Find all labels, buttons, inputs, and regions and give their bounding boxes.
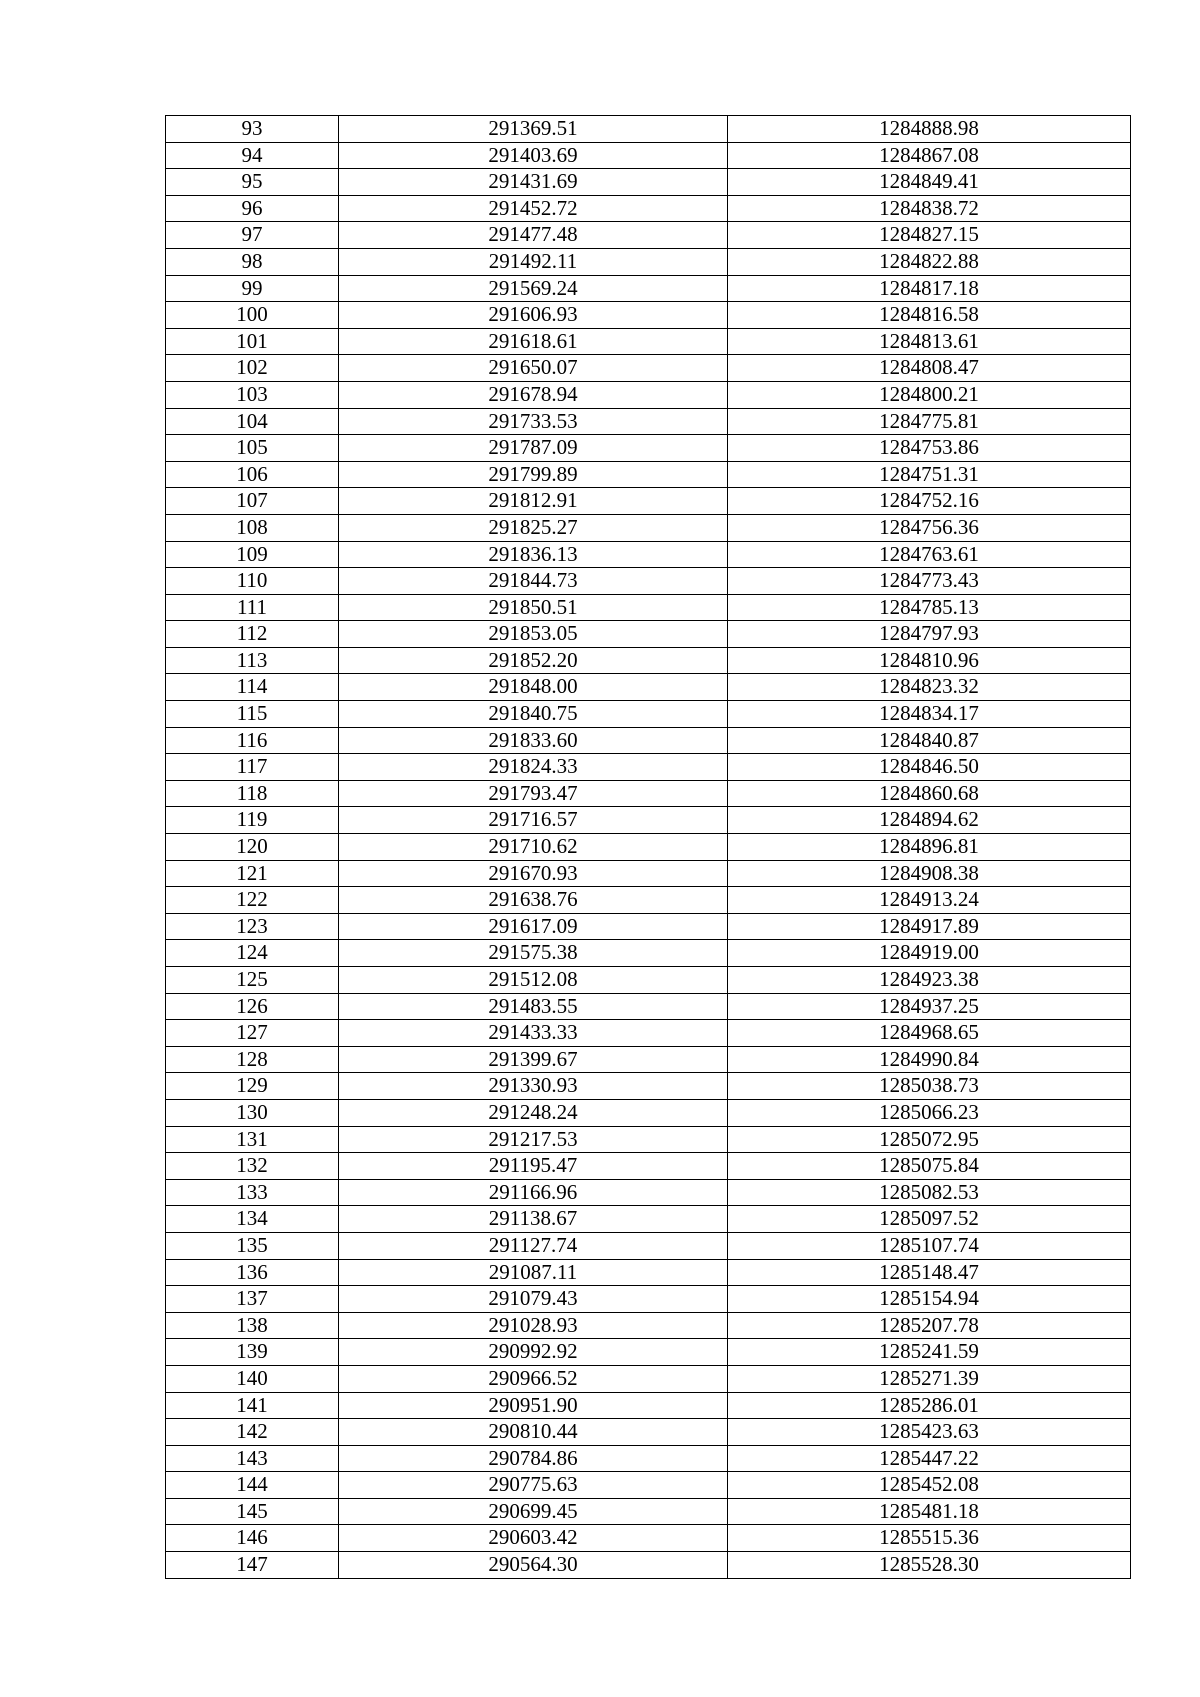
table-row: [166, 514, 1131, 541]
point-number-cell: 117: [166, 754, 339, 781]
x-coordinate-cell: 291852.20: [339, 647, 728, 674]
table-row: [166, 1020, 1131, 1047]
table-row: [166, 940, 1131, 967]
x-coordinate-cell: 291836.13: [339, 541, 728, 568]
x-coordinate-cell: 291569.24: [339, 275, 728, 302]
table-row: [166, 222, 1131, 249]
x-coordinate-cell: 290810.44: [339, 1419, 728, 1446]
point-number-cell: 120: [166, 834, 339, 861]
x-coordinate-cell: 291733.53: [339, 408, 728, 435]
point-number-cell: 134: [166, 1206, 339, 1233]
point-number-cell: 141: [166, 1392, 339, 1419]
table-row: [166, 1126, 1131, 1153]
point-number-cell: 145: [166, 1498, 339, 1525]
point-number-cell: 100: [166, 302, 339, 329]
table-row: [166, 1525, 1131, 1552]
x-coordinate-cell: 291431.69: [339, 169, 728, 196]
y-coordinate-cell: 1285107.74: [728, 1232, 1131, 1259]
table-row: [166, 621, 1131, 648]
x-coordinate-cell: 290699.45: [339, 1498, 728, 1525]
point-number-cell: 95: [166, 169, 339, 196]
y-coordinate-cell: 1285271.39: [728, 1365, 1131, 1392]
table-row: [166, 541, 1131, 568]
coordinates-table-body: [166, 116, 1131, 1579]
y-coordinate-cell: 1284775.81: [728, 408, 1131, 435]
table-row: [166, 1046, 1131, 1073]
table-row: [166, 807, 1131, 834]
x-coordinate-cell: 291710.62: [339, 834, 728, 861]
table-row: [166, 1445, 1131, 1472]
y-coordinate-cell: 1284913.24: [728, 887, 1131, 914]
x-coordinate-cell: 291618.61: [339, 328, 728, 355]
point-number-cell: 98: [166, 248, 339, 275]
point-number-cell: 132: [166, 1153, 339, 1180]
point-number-cell: 97: [166, 222, 339, 249]
table-row: [166, 195, 1131, 222]
point-number-cell: 109: [166, 541, 339, 568]
point-number-cell: 144: [166, 1472, 339, 1499]
y-coordinate-cell: 1285447.22: [728, 1445, 1131, 1472]
table-row: [166, 1073, 1131, 1100]
x-coordinate-cell: 290966.52: [339, 1365, 728, 1392]
x-coordinate-cell: 291650.07: [339, 355, 728, 382]
table-row: [166, 967, 1131, 994]
point-number-cell: 131: [166, 1126, 339, 1153]
y-coordinate-cell: 1284756.36: [728, 514, 1131, 541]
x-coordinate-cell: 291833.60: [339, 727, 728, 754]
point-number-cell: 127: [166, 1020, 339, 1047]
y-coordinate-cell: 1284990.84: [728, 1046, 1131, 1073]
y-coordinate-cell: 1284923.38: [728, 967, 1131, 994]
table-row: [166, 328, 1131, 355]
y-coordinate-cell: 1284827.15: [728, 222, 1131, 249]
x-coordinate-cell: 291716.57: [339, 807, 728, 834]
table-row: [166, 594, 1131, 621]
table-row: [166, 913, 1131, 940]
point-number-cell: 123: [166, 913, 339, 940]
point-number-cell: 96: [166, 195, 339, 222]
point-number-cell: 143: [166, 1445, 339, 1472]
y-coordinate-cell: 1284797.93: [728, 621, 1131, 648]
x-coordinate-cell: 290603.42: [339, 1525, 728, 1552]
table-row: [166, 1392, 1131, 1419]
table-row: [166, 887, 1131, 914]
point-number-cell: 104: [166, 408, 339, 435]
y-coordinate-cell: 1285528.30: [728, 1552, 1131, 1579]
y-coordinate-cell: 1284937.25: [728, 993, 1131, 1020]
x-coordinate-cell: 291848.00: [339, 674, 728, 701]
table-row: [166, 461, 1131, 488]
point-number-cell: 112: [166, 621, 339, 648]
point-number-cell: 135: [166, 1232, 339, 1259]
x-coordinate-cell: 291330.93: [339, 1073, 728, 1100]
point-number-cell: 137: [166, 1286, 339, 1313]
y-coordinate-cell: 1284846.50: [728, 754, 1131, 781]
point-number-cell: 93: [166, 116, 339, 143]
y-coordinate-cell: 1284968.65: [728, 1020, 1131, 1047]
x-coordinate-cell: 291824.33: [339, 754, 728, 781]
y-coordinate-cell: 1284773.43: [728, 568, 1131, 595]
x-coordinate-cell: 291138.67: [339, 1206, 728, 1233]
point-number-cell: 108: [166, 514, 339, 541]
x-coordinate-cell: 291844.73: [339, 568, 728, 595]
y-coordinate-cell: 1284810.96: [728, 647, 1131, 674]
table-row: [166, 169, 1131, 196]
table-row: [166, 488, 1131, 515]
y-coordinate-cell: 1284823.32: [728, 674, 1131, 701]
y-coordinate-cell: 1284888.98: [728, 116, 1131, 143]
y-coordinate-cell: 1284840.87: [728, 727, 1131, 754]
y-coordinate-cell: 1284817.18: [728, 275, 1131, 302]
y-coordinate-cell: 1285148.47: [728, 1259, 1131, 1286]
x-coordinate-cell: 291079.43: [339, 1286, 728, 1313]
y-coordinate-cell: 1284816.58: [728, 302, 1131, 329]
table-row: [166, 248, 1131, 275]
y-coordinate-cell: 1284785.13: [728, 594, 1131, 621]
x-coordinate-cell: 291670.93: [339, 860, 728, 887]
point-number-cell: 136: [166, 1259, 339, 1286]
x-coordinate-cell: 291606.93: [339, 302, 728, 329]
point-number-cell: 140: [166, 1365, 339, 1392]
y-coordinate-cell: 1284860.68: [728, 780, 1131, 807]
point-number-cell: 129: [166, 1073, 339, 1100]
table-row: [166, 116, 1131, 143]
table-row: [166, 275, 1131, 302]
x-coordinate-cell: 291452.72: [339, 195, 728, 222]
point-number-cell: 128: [166, 1046, 339, 1073]
y-coordinate-cell: 1285481.18: [728, 1498, 1131, 1525]
x-coordinate-cell: 291825.27: [339, 514, 728, 541]
y-coordinate-cell: 1284753.86: [728, 435, 1131, 462]
y-coordinate-cell: 1284849.41: [728, 169, 1131, 196]
x-coordinate-cell: 291483.55: [339, 993, 728, 1020]
y-coordinate-cell: 1284822.88: [728, 248, 1131, 275]
point-number-cell: 111: [166, 594, 339, 621]
x-coordinate-cell: 291248.24: [339, 1099, 728, 1126]
coordinates-table: [165, 115, 1131, 1579]
y-coordinate-cell: 1285066.23: [728, 1099, 1131, 1126]
point-number-cell: 126: [166, 993, 339, 1020]
y-coordinate-cell: 1284919.00: [728, 940, 1131, 967]
y-coordinate-cell: 1284808.47: [728, 355, 1131, 382]
x-coordinate-cell: 291850.51: [339, 594, 728, 621]
y-coordinate-cell: 1285452.08: [728, 1472, 1131, 1499]
point-number-cell: 139: [166, 1339, 339, 1366]
table-row: [166, 1498, 1131, 1525]
table-row: [166, 1552, 1131, 1579]
y-coordinate-cell: 1284894.62: [728, 807, 1131, 834]
point-number-cell: 110: [166, 568, 339, 595]
table-row: [166, 142, 1131, 169]
table-row: [166, 1339, 1131, 1366]
y-coordinate-cell: 1284917.89: [728, 913, 1131, 940]
y-coordinate-cell: 1285423.63: [728, 1419, 1131, 1446]
point-number-cell: 147: [166, 1552, 339, 1579]
table-row: [166, 701, 1131, 728]
table-row: [166, 381, 1131, 408]
point-number-cell: 94: [166, 142, 339, 169]
table-row: [166, 727, 1131, 754]
table-row: [166, 993, 1131, 1020]
table-row: [166, 302, 1131, 329]
table-row: [166, 1259, 1131, 1286]
y-coordinate-cell: 1284867.08: [728, 142, 1131, 169]
point-number-cell: 114: [166, 674, 339, 701]
point-number-cell: 133: [166, 1179, 339, 1206]
point-number-cell: 124: [166, 940, 339, 967]
x-coordinate-cell: 291840.75: [339, 701, 728, 728]
x-coordinate-cell: 291195.47: [339, 1153, 728, 1180]
y-coordinate-cell: 1285097.52: [728, 1206, 1131, 1233]
point-number-cell: 106: [166, 461, 339, 488]
x-coordinate-cell: 291617.09: [339, 913, 728, 940]
point-number-cell: 138: [166, 1312, 339, 1339]
y-coordinate-cell: 1285207.78: [728, 1312, 1131, 1339]
x-coordinate-cell: 290992.92: [339, 1339, 728, 1366]
point-number-cell: 118: [166, 780, 339, 807]
table-row: [166, 860, 1131, 887]
x-coordinate-cell: 291087.11: [339, 1259, 728, 1286]
point-number-cell: 99: [166, 275, 339, 302]
x-coordinate-cell: 291512.08: [339, 967, 728, 994]
point-number-cell: 125: [166, 967, 339, 994]
y-coordinate-cell: 1285038.73: [728, 1073, 1131, 1100]
table-row: [166, 780, 1131, 807]
table-row: [166, 1206, 1131, 1233]
y-coordinate-cell: 1285082.53: [728, 1179, 1131, 1206]
y-coordinate-cell: 1284838.72: [728, 195, 1131, 222]
y-coordinate-cell: 1284908.38: [728, 860, 1131, 887]
y-coordinate-cell: 1285075.84: [728, 1153, 1131, 1180]
x-coordinate-cell: 291028.93: [339, 1312, 728, 1339]
y-coordinate-cell: 1284896.81: [728, 834, 1131, 861]
x-coordinate-cell: 291799.89: [339, 461, 728, 488]
table-row: [166, 355, 1131, 382]
x-coordinate-cell: 291812.91: [339, 488, 728, 515]
y-coordinate-cell: 1285286.01: [728, 1392, 1131, 1419]
table-row: [166, 834, 1131, 861]
y-coordinate-cell: 1285515.36: [728, 1525, 1131, 1552]
point-number-cell: 119: [166, 807, 339, 834]
y-coordinate-cell: 1285072.95: [728, 1126, 1131, 1153]
x-coordinate-cell: 291369.51: [339, 116, 728, 143]
x-coordinate-cell: 291166.96: [339, 1179, 728, 1206]
x-coordinate-cell: 291433.33: [339, 1020, 728, 1047]
table-row: [166, 1286, 1131, 1313]
point-number-cell: 130: [166, 1099, 339, 1126]
x-coordinate-cell: 291853.05: [339, 621, 728, 648]
table-row: [166, 568, 1131, 595]
x-coordinate-cell: 290784.86: [339, 1445, 728, 1472]
table-row: [166, 1472, 1131, 1499]
x-coordinate-cell: 291575.38: [339, 940, 728, 967]
point-number-cell: 115: [166, 701, 339, 728]
x-coordinate-cell: 291399.67: [339, 1046, 728, 1073]
x-coordinate-cell: 291492.11: [339, 248, 728, 275]
y-coordinate-cell: 1285241.59: [728, 1339, 1131, 1366]
x-coordinate-cell: 291403.69: [339, 142, 728, 169]
y-coordinate-cell: 1284800.21: [728, 381, 1131, 408]
x-coordinate-cell: 291127.74: [339, 1232, 728, 1259]
y-coordinate-cell: 1284813.61: [728, 328, 1131, 355]
y-coordinate-cell: 1284752.16: [728, 488, 1131, 515]
point-number-cell: 107: [166, 488, 339, 515]
point-number-cell: 105: [166, 435, 339, 462]
y-coordinate-cell: 1284763.61: [728, 541, 1131, 568]
y-coordinate-cell: 1284751.31: [728, 461, 1131, 488]
table-row: [166, 1365, 1131, 1392]
table-row: [166, 674, 1131, 701]
table-row: [166, 754, 1131, 781]
point-number-cell: 116: [166, 727, 339, 754]
table-row: [166, 1419, 1131, 1446]
table-row: [166, 1312, 1131, 1339]
x-coordinate-cell: 291638.76: [339, 887, 728, 914]
point-number-cell: 113: [166, 647, 339, 674]
x-coordinate-cell: 291217.53: [339, 1126, 728, 1153]
point-number-cell: 146: [166, 1525, 339, 1552]
y-coordinate-cell: 1284834.17: [728, 701, 1131, 728]
table-row: [166, 1232, 1131, 1259]
table-row: [166, 1099, 1131, 1126]
table-row: [166, 1179, 1131, 1206]
table-row: [166, 1153, 1131, 1180]
point-number-cell: 102: [166, 355, 339, 382]
x-coordinate-cell: 291678.94: [339, 381, 728, 408]
point-number-cell: 103: [166, 381, 339, 408]
point-number-cell: 121: [166, 860, 339, 887]
x-coordinate-cell: 291787.09: [339, 435, 728, 462]
table-row: [166, 435, 1131, 462]
x-coordinate-cell: 291477.48: [339, 222, 728, 249]
table-row: [166, 408, 1131, 435]
x-coordinate-cell: 290775.63: [339, 1472, 728, 1499]
x-coordinate-cell: 290564.30: [339, 1552, 728, 1579]
point-number-cell: 142: [166, 1419, 339, 1446]
point-number-cell: 101: [166, 328, 339, 355]
y-coordinate-cell: 1285154.94: [728, 1286, 1131, 1313]
point-number-cell: 122: [166, 887, 339, 914]
table-row: [166, 647, 1131, 674]
x-coordinate-cell: 290951.90: [339, 1392, 728, 1419]
x-coordinate-cell: 291793.47: [339, 780, 728, 807]
